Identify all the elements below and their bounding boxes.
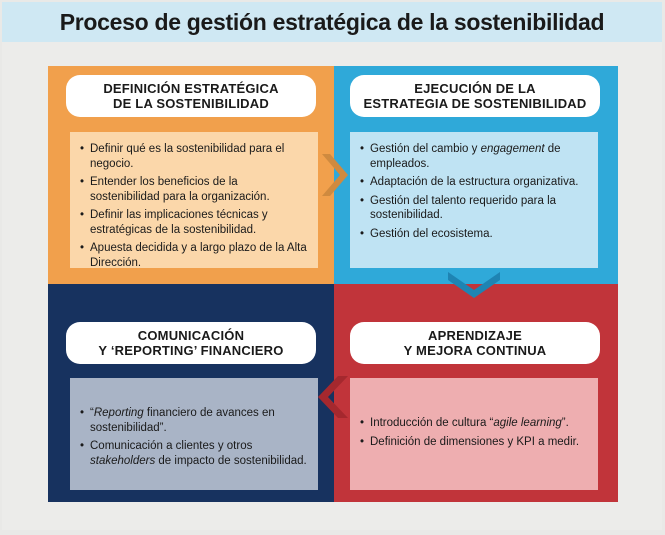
content-box-strategy-execution [350,132,598,268]
text-segment: Gestión del cambio y [370,143,481,155]
list-item: • Definir las implicaciones técnicas y estratégicas de la sostenibilidad. [80,208,308,237]
heading-line: DE LA SOSTENIBILIDAD [113,96,269,111]
emphasis-text: Reporting [93,407,144,419]
heading-strategy-execution [350,75,600,117]
chevron-left-icon [316,372,350,422]
content-box-communication-reporting [70,378,318,490]
text-segment: de empleados. [370,143,561,170]
list-item: • Definir qué es la sostenibilidad para el negocio. [80,142,308,171]
chevron-right-icon [320,150,350,200]
emphasis-text: stakeholders [90,454,156,467]
list-item [80,406,308,435]
heading-line: Y ‘REPORTING’ FINANCIERO [98,343,284,358]
list-item: • Apuesta decidida y a largo plazo de la Alta Dirección. [80,241,308,270]
emphasis-text: engagement [480,143,545,155]
text-segment: financiero de avances en sostenibilidad”. [90,407,275,434]
heading-line: Y MEJORA CONTINUA [403,343,547,358]
title-bar [2,2,662,44]
page-title: Proceso de gestión estratégica de la sostenibilidad [59,8,605,35]
heading-communication-reporting [66,322,316,364]
list-item [80,439,308,468]
heading-learning-improvement [350,322,600,364]
content-box-strategic-definition [70,132,318,268]
text-segment: “ [90,407,94,419]
heading-line: ESTRATEGIA DE SOSTENIBILIDAD [363,96,587,111]
list-item [360,416,588,431]
heading-line: APRENDIZAJE [428,328,522,343]
list-item: • Entender los beneficios de la sostenibilidad para la organización. [80,175,308,204]
list-item: • Definición de dimensiones y KPI a medir. [360,435,588,450]
text-segment: Comunicación a clientes y otros [90,440,253,452]
content-box-learning-improvement [350,378,598,490]
heading-line: DEFINICIÓN ESTRATÉGICA [103,81,279,96]
chevron-down-icon [446,270,502,300]
list-item: • Gestión del ecosistema. [360,227,588,242]
heading-line: EJECUCIÓN DE LA [414,81,536,96]
list-item: • Gestión del talento requerido para la sostenibilidad. [360,194,588,223]
list-item: • Adaptación de la estructura organizativa. [360,175,588,190]
emphasis-text: agile learning [493,417,562,429]
text-segment: Introducción de cultura “ [370,417,494,429]
text-segment: ”. [561,417,569,429]
heading-strategic-definition [66,75,316,117]
list-item [360,142,588,171]
text-segment: de impacto de sostenibilidad. [155,454,307,467]
heading-line: COMUNICACIÓN [137,328,245,343]
